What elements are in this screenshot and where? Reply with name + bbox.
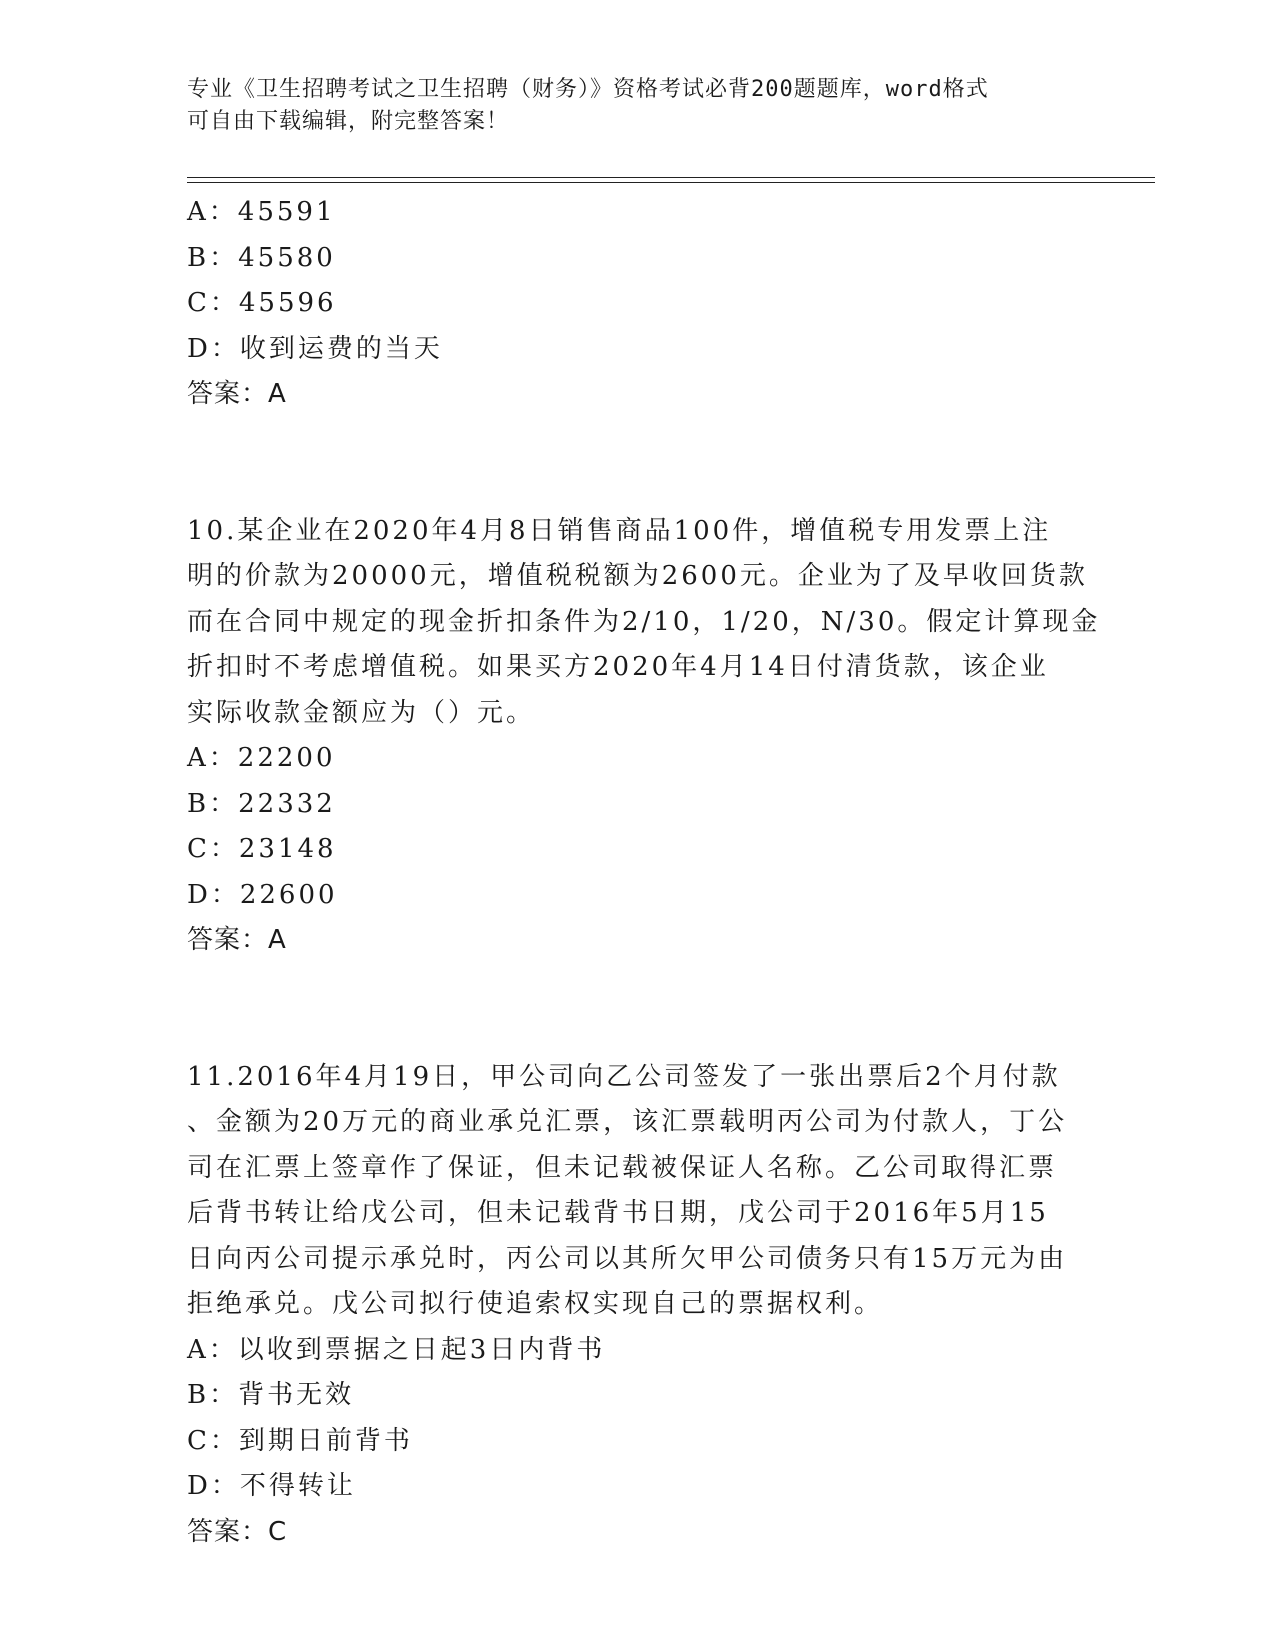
question-11	[187, 1055, 1087, 1556]
question-10	[187, 509, 1101, 964]
question-text-line: 实际收款金额应为（）元。	[187, 697, 536, 728]
spacer	[187, 964, 1087, 1010]
question-text-line: 、金额为20万元的商业承兑汇票，该汇票载明丙公司为付款人，丁公	[187, 1107, 1068, 1137]
header-line-1: 专业《卫生招聘考试之卫生招聘（财务）》资格考试必背200题题库，word格式	[187, 77, 989, 102]
option-a: A：45591	[187, 197, 336, 227]
option-a: A：22200	[187, 743, 336, 773]
question-9-tail	[187, 190, 1087, 418]
option-b: B：22332	[187, 788, 336, 819]
question-text-line: 司在汇票上签章作了保证，但未记载被保证人名称。乙公司取得汇票	[187, 1152, 1058, 1183]
option-c: C：23148	[187, 834, 337, 864]
option-d: D：22600	[187, 879, 338, 910]
question-text-line: 折扣时不考虑增值税。如果买方2020年4月14日付清货款，该企业	[187, 652, 1049, 682]
page-header	[187, 74, 1067, 138]
header-rule-top	[187, 177, 1155, 178]
question-content	[187, 190, 1101, 1555]
answer: 答案：A	[187, 925, 287, 955]
answer: 答案：C	[187, 1516, 288, 1547]
question-text-line: 10.某企业在2020年4月8日销售商品100件，增值税专用发票上注	[187, 515, 1052, 546]
option-a: A：以收到票据之日起3日内背书	[187, 1334, 606, 1365]
header-rule-bottom	[187, 182, 1155, 183]
question-text-line: 而在合同中规定的现金折扣条件为2/10，1/20，N/30。假定计算现金	[187, 606, 1101, 637]
question-text-line: 后背书转让给戊公司，但未记载背书日期，戊公司于2016年5月15	[187, 1198, 1049, 1228]
question-text-line: 日向丙公司提示承兑时，丙公司以其所欠甲公司债务只有15万元为由	[187, 1243, 1068, 1274]
question-text-line: 11.2016年4月19日，甲公司向乙公司签发了一张出票后2个月付款	[187, 1061, 1061, 1092]
answer: 答案：A	[187, 379, 287, 409]
option-d: D：收到运费的当天	[187, 333, 443, 364]
question-text-line: 拒绝承兑。戊公司拟行使追索权实现自己的票据权利。	[187, 1289, 884, 1319]
spacer	[187, 463, 1087, 509]
option-c: C：到期日前背书	[187, 1425, 413, 1456]
question-text-line: 明的价款为20000元，增值税税额为2600元。企业为了及早收回货款	[187, 561, 1088, 591]
option-b: B：45580	[187, 242, 336, 273]
option-c: C：45596	[187, 288, 337, 318]
spacer	[187, 1009, 1087, 1055]
spacer	[187, 418, 1087, 464]
option-d: D：不得转让	[187, 1471, 356, 1501]
header-line-2: 可自由下载编辑，附完整答案！	[187, 109, 510, 134]
option-b: B：背书无效	[187, 1380, 355, 1410]
